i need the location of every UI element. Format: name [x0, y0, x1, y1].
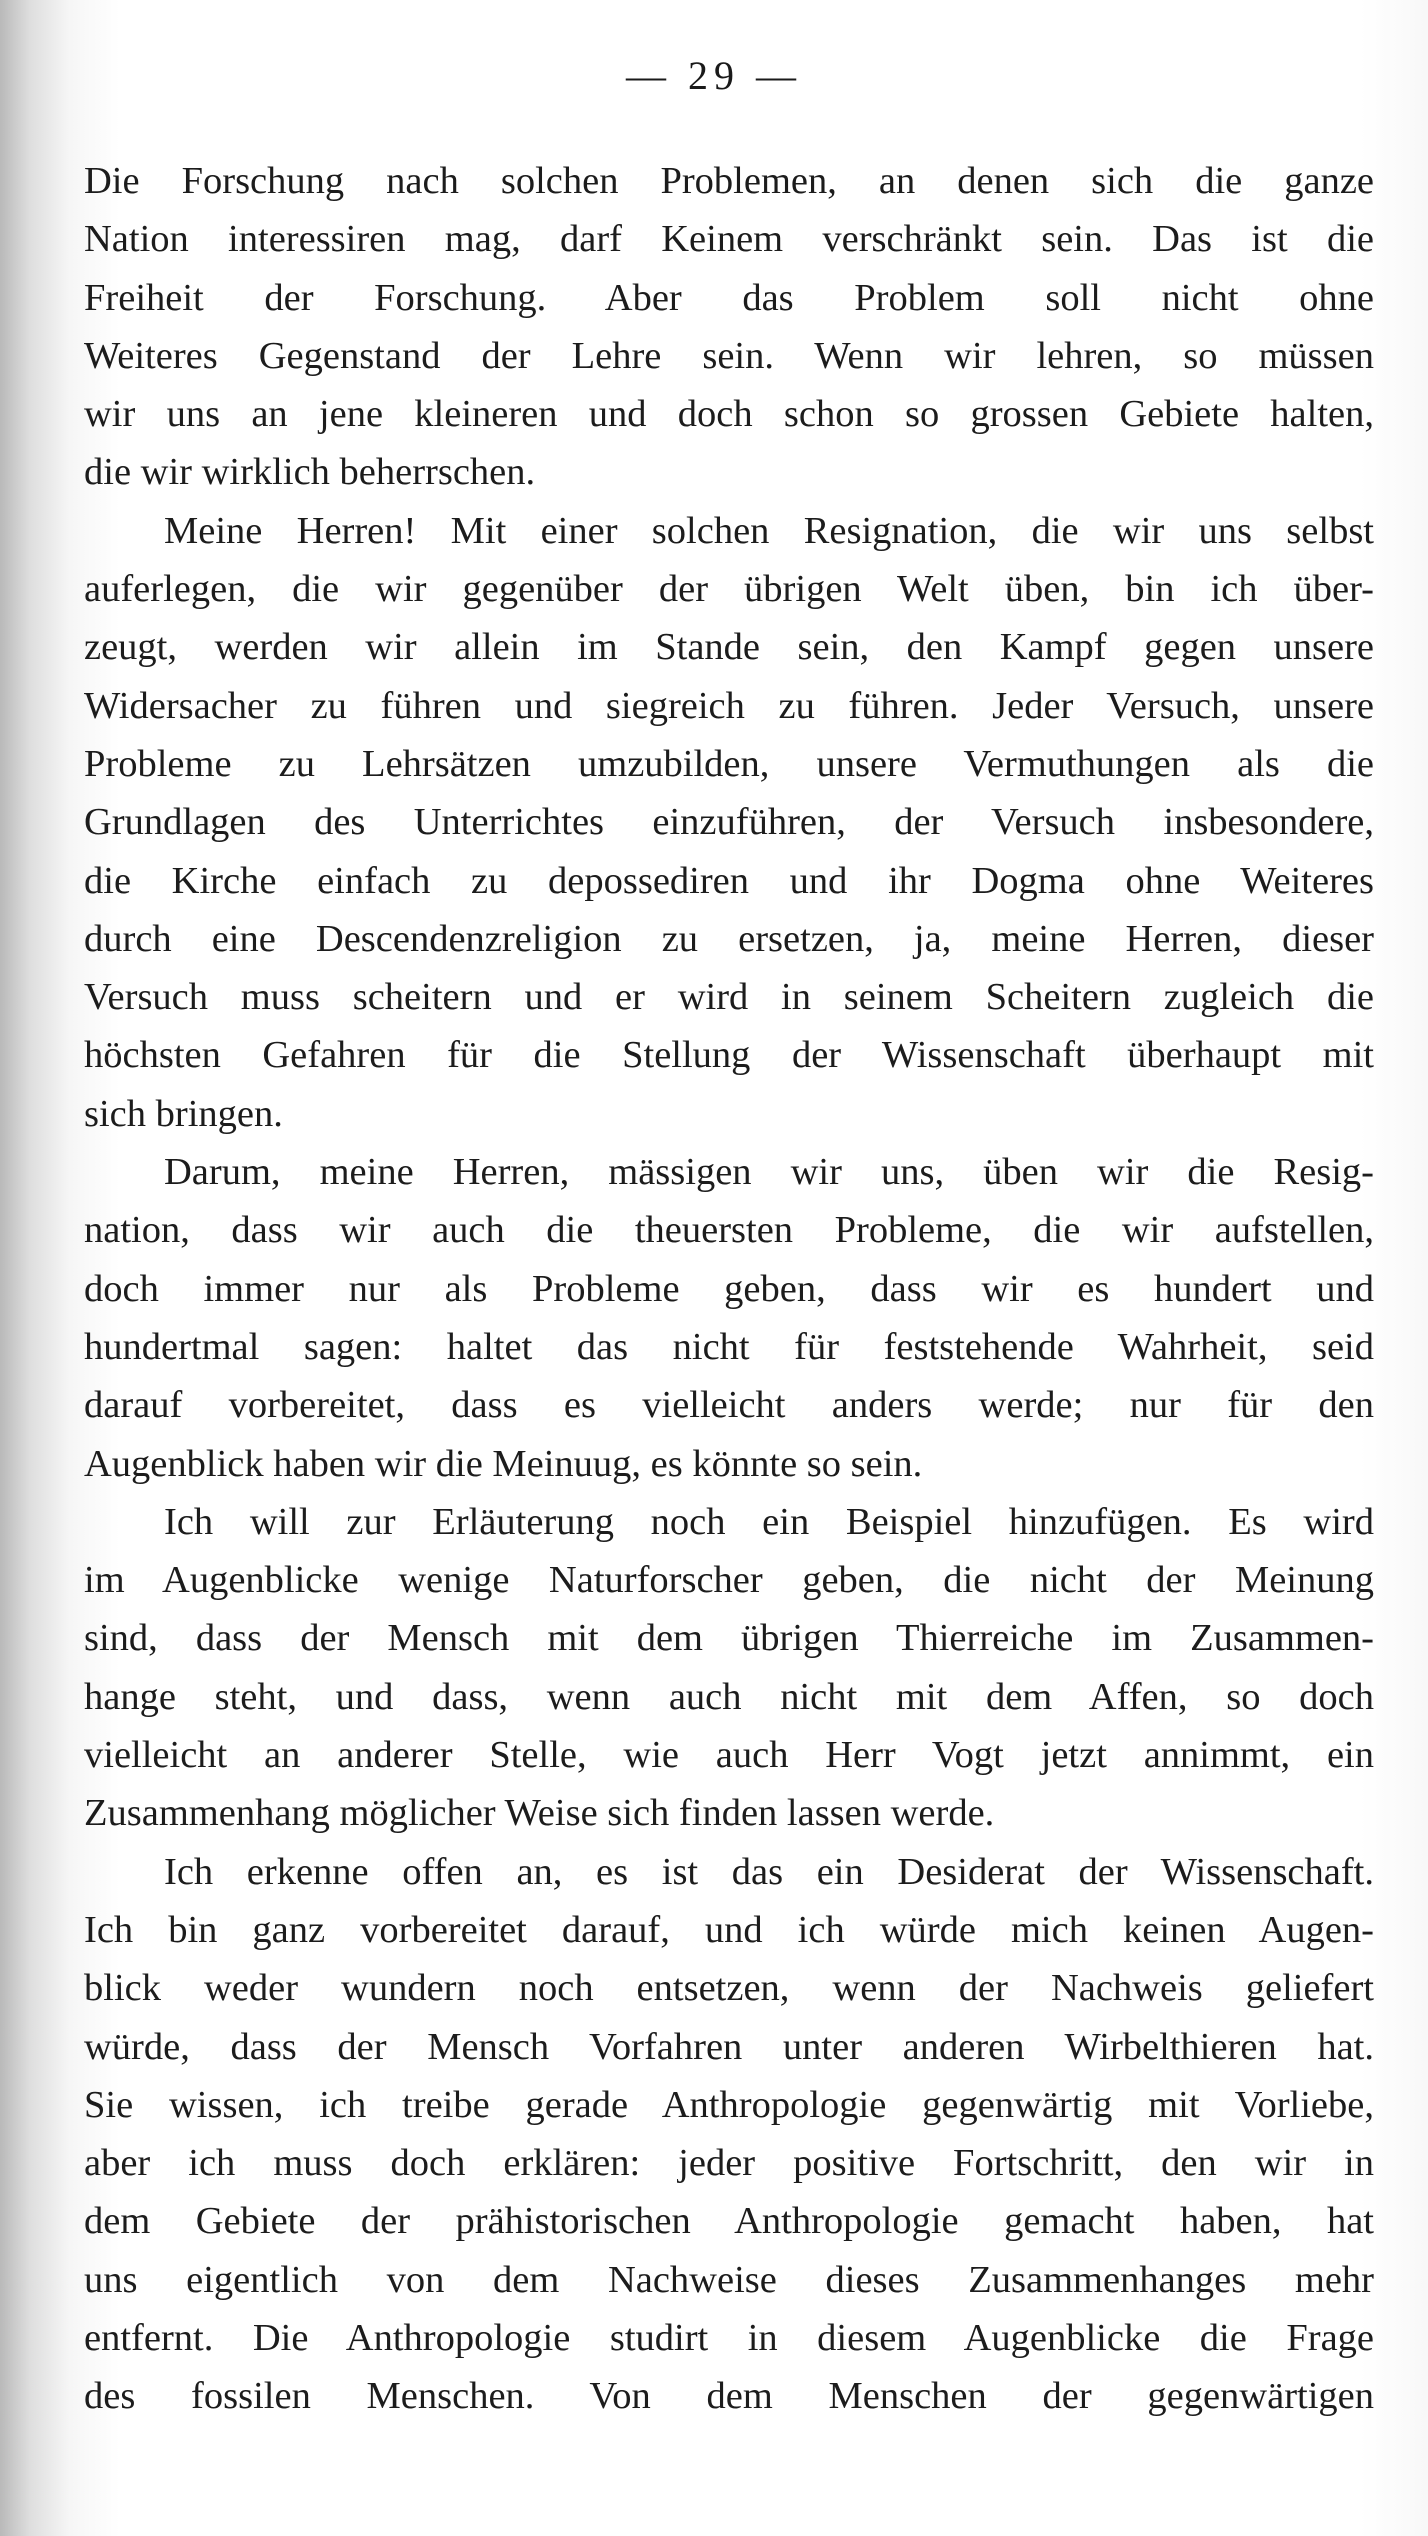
text-line: Augenblick haben wir die Meinuug, es könnte so sein.	[84, 1442, 923, 1485]
text-line: sind, dass der Mensch mit dem übrigen Thierreiche im Zusammen-	[84, 1617, 1374, 1660]
text-line: die wir wirklich beherrschen.	[84, 451, 536, 494]
text-line: Sie wissen, ich treibe gerade Anthropologie gegenwärtig mit Vorliebe,	[84, 2083, 1374, 2126]
text-line: Ich will zur Erläuterung noch ein Beispiel hinzufügen. Es wird	[164, 1500, 1374, 1543]
text-line: Meine Herren! Mit einer solchen Resignation, die wir uns selbst	[164, 509, 1374, 552]
text-line: uns eigentlich von dem Nachweise dieses Zusammenhanges mehr	[84, 2258, 1374, 2301]
text-line: höchsten Gefahren für die Stellung der Wissenschaft überhaupt mit	[84, 1034, 1374, 1077]
text-line: Nation interessiren mag, darf Keinem verschränkt sein. Das ist die	[84, 218, 1374, 261]
text-line: Ich erkenne offen an, es ist das ein Desiderat der Wissenschaft.	[164, 1850, 1374, 1893]
page-number: — 29 —	[626, 53, 802, 98]
text-line: Probleme zu Lehrsätzen umzubilden, unsere Vermuthungen als die	[84, 742, 1374, 785]
text-line: entfernt. Die Anthropologie studirt in diesem Augenblicke die Frage	[84, 2316, 1374, 2359]
text-line: Die Forschung nach solchen Problemen, an denen sich die ganze	[84, 160, 1374, 202]
text-line: hange steht, und dass, wenn auch nicht mit dem Affen, so doch	[84, 1675, 1374, 1718]
text-line: die Kirche einfach zu depossediren und ihr Dogma ohne Weiteres	[84, 859, 1374, 902]
text-line: blick weder wundern noch entsetzen, wenn der Nachweis geliefert	[84, 1967, 1374, 2010]
text-line: würde, dass der Mensch Vorfahren unter anderen Wirbelthieren hat.	[84, 2025, 1374, 2068]
text-line: Widersacher zu führen und siegreich zu führen. Jeder Versuch, unsere	[84, 684, 1374, 727]
text-line: sich bringen.	[84, 1092, 283, 1135]
text-line: hundertmal sagen: haltet das nicht für feststehende Wahrheit, seid	[84, 1325, 1374, 1368]
text-line: auferlegen, die wir gegenüber der übrigen Welt üben, bin ich über-	[84, 568, 1374, 611]
text-line: vielleicht an anderer Stelle, wie auch Herr Vogt jetzt annimmt, ein	[84, 1734, 1374, 1777]
text-line: wir uns an jene kleineren und doch schon so grossen Gebiete halten,	[84, 393, 1374, 436]
text-line: Weiteres Gegenstand der Lehre sein. Wenn wir lehren, so müssen	[84, 334, 1374, 377]
text-line: dem Gebiete der prähistorischen Anthropologie gemacht haben, hat	[84, 2200, 1374, 2243]
text-line: im Augenblicke wenige Naturforscher geben, die nicht der Meinung	[84, 1559, 1374, 1602]
text-line: doch immer nur als Probleme geben, dass wir es hundert und	[84, 1267, 1374, 1310]
text-line: Darum, meine Herren, mässigen wir uns, üben wir die Resig-	[164, 1151, 1374, 1194]
text-line: zeugt, werden wir allein im Stande sein, den Kampf gegen unsere	[84, 626, 1374, 669]
text-line: des fossilen Menschen. Von dem Menschen der gegenwärtigen	[84, 2375, 1374, 2418]
text-line: Grundlagen des Unterrichtes einzuführen, der Versuch insbesondere,	[84, 801, 1374, 844]
body-text	[84, 152, 1374, 2426]
text-line: darauf vorbereitet, dass es vielleicht anders werde; nur für den	[84, 1384, 1374, 1427]
text-line: durch eine Descendenzreligion zu ersetzen, ja, meine Herren, dieser	[84, 917, 1374, 960]
text-line: Freiheit der Forschung. Aber das Problem soll nicht ohne	[84, 276, 1374, 319]
text-line: Versuch muss scheitern und er wird in seinem Scheitern zugleich die	[84, 976, 1374, 1019]
text-line: Zusammenhang möglicher Weise sich finden lassen werde.	[84, 1792, 995, 1835]
text-line: nation, dass wir auch die theuersten Probleme, die wir aufstellen,	[84, 1209, 1374, 1252]
text-line: aber ich muss doch erklären: jeder positive Fortschritt, den wir in	[84, 2142, 1374, 2185]
text-line: Ich bin ganz vorbereitet darauf, und ich würde mich keinen Augen-	[84, 1908, 1374, 1951]
